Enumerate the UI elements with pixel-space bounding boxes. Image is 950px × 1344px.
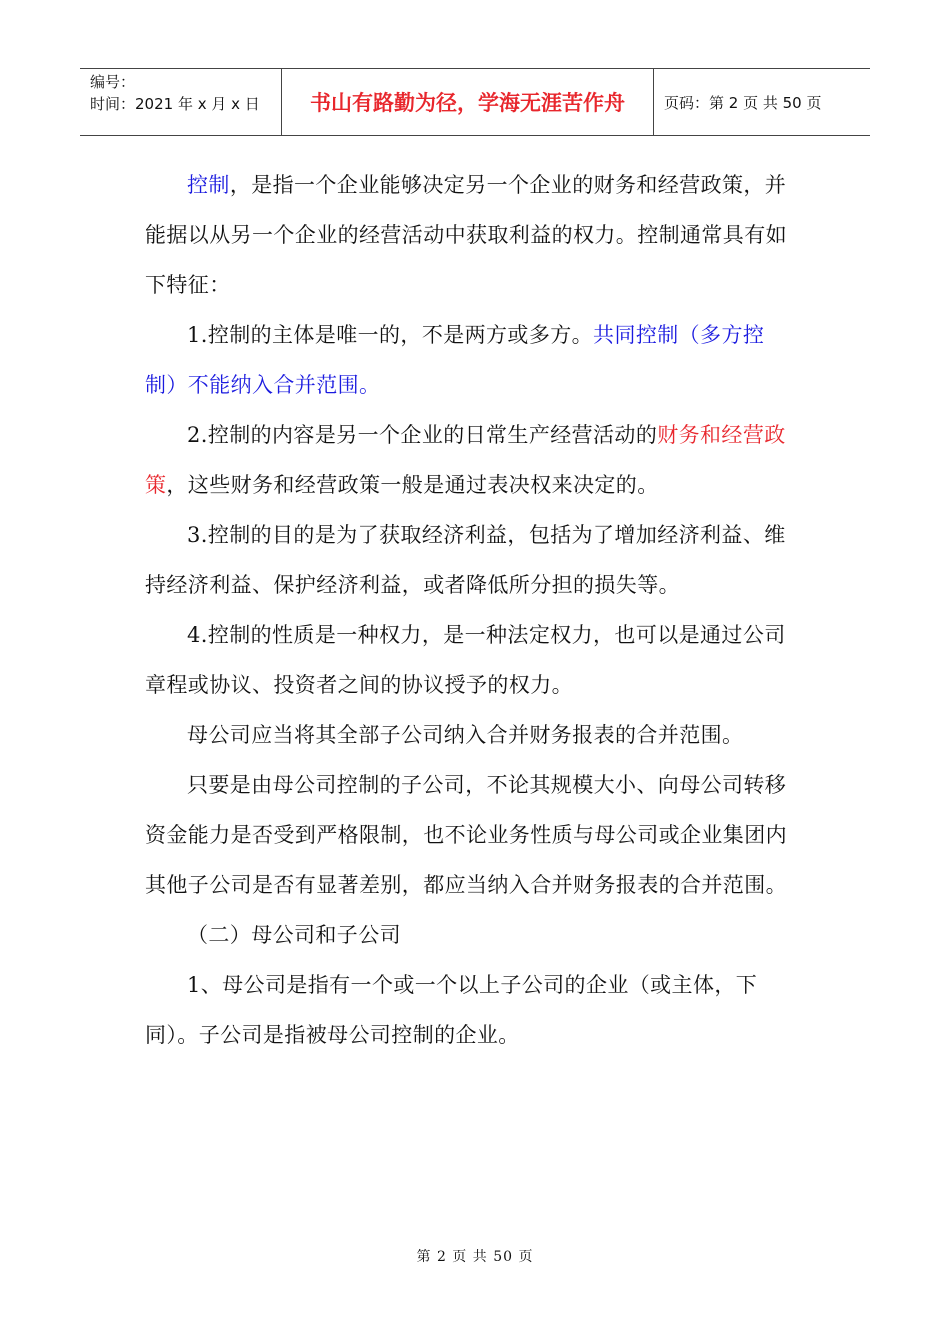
header-page-info: 页码：第 2 页 共 50 页	[664, 93, 822, 112]
paragraph-text: ，是指一个企业能够决定另一个企业的财务和经营政策，并能据以从另一个企业的经营活动中获取利益的权力。控制通常具有如下特征：	[145, 173, 787, 297]
paragraph-feature-3: 3.控制的目的是为了获取经济利益，包括为了增加经济利益、维持经济利益、保护经济利益，或者降低所分担的损失等。	[145, 523, 786, 597]
paragraph-text: 1.控制的主体是唯一的，不是两方或多方。	[187, 323, 594, 347]
paragraph-subsidiary-inclusion: 只要是由母公司控制的子公司，不论其规模大小、向母公司转移资金能力是否受到严格限制，也不论业务性质与母公司或企业集团内其他子公司是否有显著差别，都应当纳入合并财务报表的合并范围。	[145, 773, 787, 897]
section-heading-parent-subsidiary: （二）母公司和子公司	[187, 923, 401, 947]
paragraph-feature-1	[145, 310, 795, 410]
highlight-joint-control: 共同控制（多方控制）不能纳入合并范围。	[145, 323, 765, 397]
page-header	[80, 68, 870, 136]
paragraph-text: 2.控制的内容是另一个企业的日常生产经营活动的	[187, 423, 658, 447]
paragraph-parent-definition: 1、母公司是指有一个或一个以上子公司的企业（或主体，下同）。子公司是指被母公司控制的企业。	[145, 973, 758, 1047]
paragraph-control-definition	[145, 160, 795, 310]
header-meta	[80, 69, 282, 135]
term-control: 控制	[187, 173, 230, 197]
paragraph-feature-2	[145, 410, 795, 510]
document-number-label: 编号：	[90, 73, 136, 91]
paragraph-text-after: ，这些财务和经营政策一般是通过表决权来决定的。	[166, 473, 659, 497]
highlight-financial-policy: 财务和经营政策	[145, 423, 786, 497]
paragraph-scope: 母公司应当将其全部子公司纳入合并财务报表的合并范围。	[187, 723, 744, 747]
page-footer: 第 2 页 共 50 页	[416, 1249, 534, 1265]
document-body	[145, 160, 795, 1060]
header-motto: 书山有路勤为径，学海无涯苦作舟	[282, 69, 654, 135]
paragraph-feature-4: 4.控制的性质是一种权力，是一种法定权力，也可以是通过公司章程或协议、投资者之间的协议授予的权力。	[145, 623, 786, 697]
document-date: 时间：2021 年 x 月 x 日	[90, 95, 260, 113]
